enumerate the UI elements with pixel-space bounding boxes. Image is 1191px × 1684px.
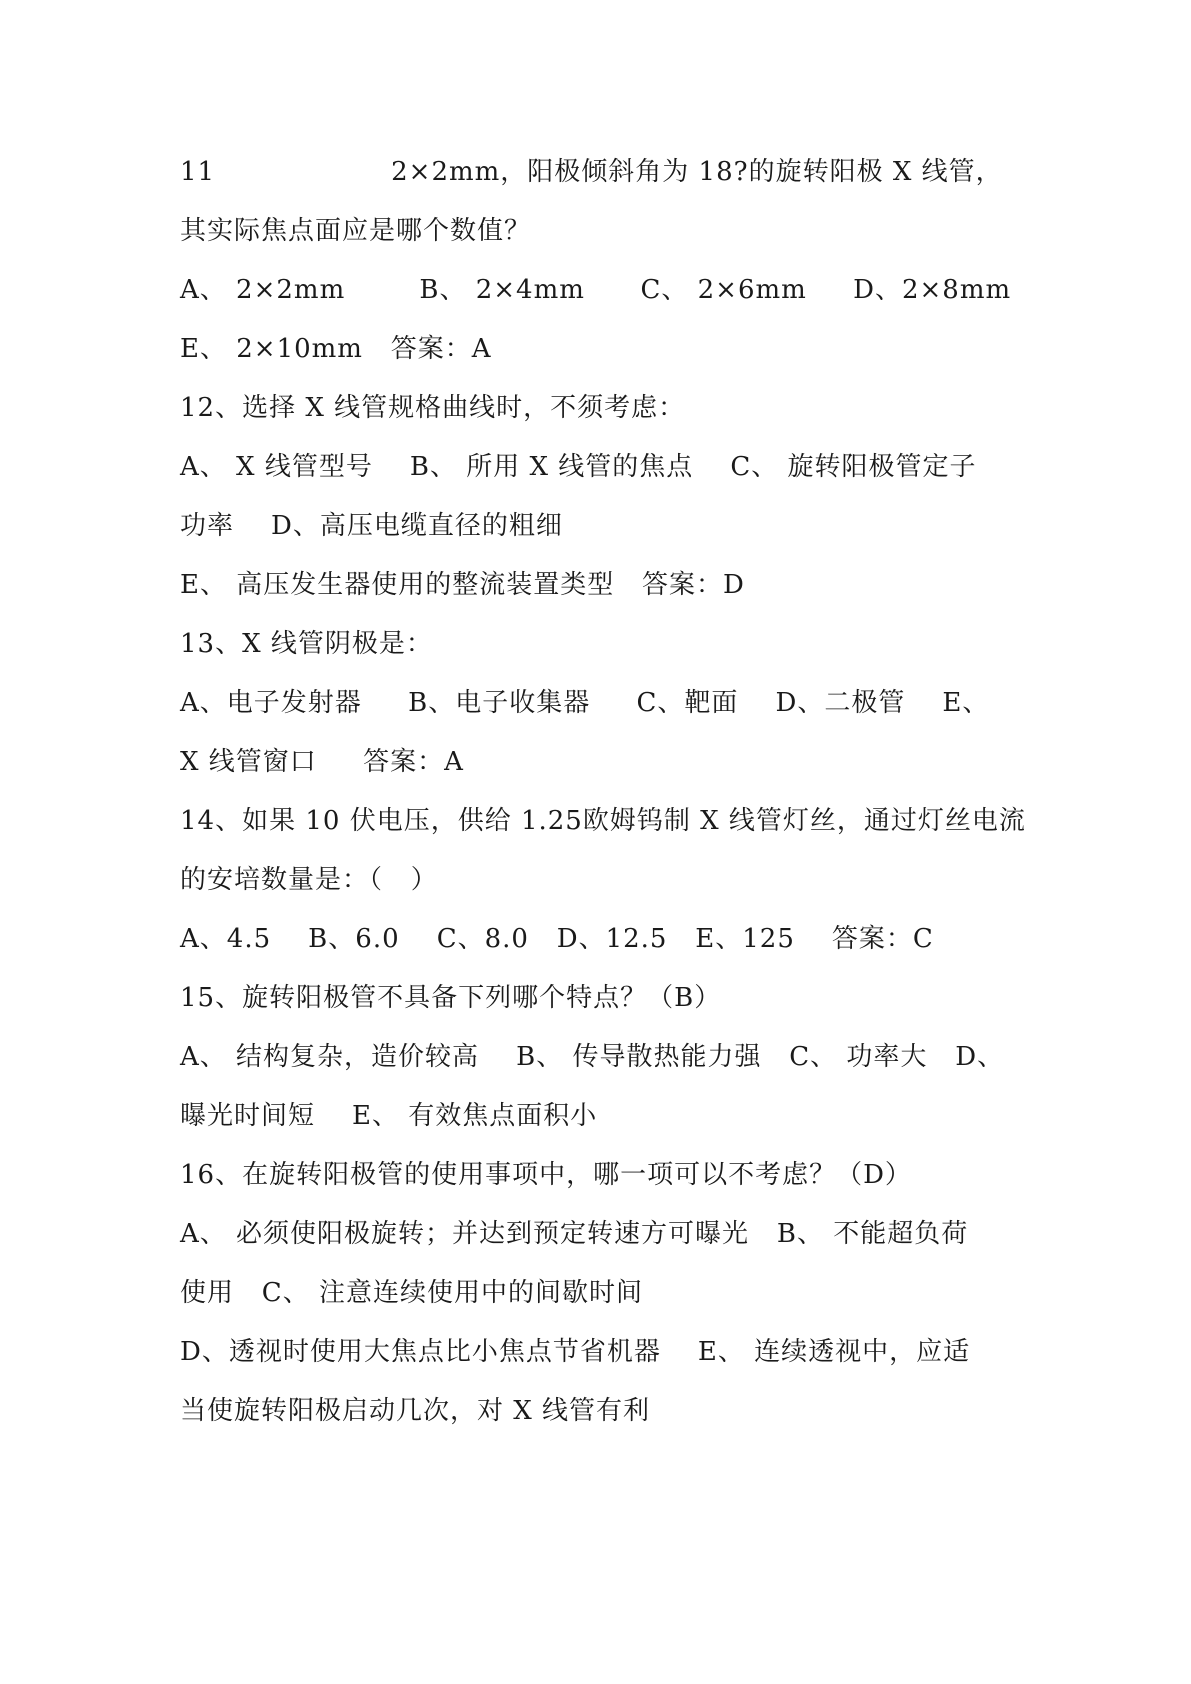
text-line: A、 结构复杂，造价较高 B、 传导散热能力强 C、 功率大 D、: [180, 1042, 1005, 1072]
text-line: 15、旋转阳极管不具备下列哪个特点？（B）: [180, 983, 722, 1013]
text-line: 16、在旋转阳极管的使用事项中，哪一项可以不考虑？（D）: [180, 1160, 912, 1190]
text-line: E、 2×10mm 答案：A: [180, 334, 492, 364]
text-line: 11 2×2mm，阳极倾斜角为 18?的旋转阳极 X 线管，: [180, 157, 1003, 187]
text-line: 曝光时间短 E、 有效焦点面积小: [180, 1101, 598, 1131]
text-line: A、 X 线管型号 B、 所用 X 线管的焦点 C、 旋转阳极管定子: [180, 452, 977, 482]
text-line: X 线管窗口 答案：A: [180, 747, 464, 777]
text-line: 功率 D、高压电缆直径的粗细: [180, 511, 563, 541]
text-line: A、 必须使阳极旋转；并达到预定转速方可曝光 B、 不能超负荷: [180, 1219, 969, 1249]
text-line: 其实际焦点面应是哪个数值？: [180, 216, 532, 246]
text-line: 14、如果 10 伏电压，供给 1.25欧姆钨制 X 线管灯丝，通过灯丝电流: [180, 806, 1026, 836]
text-line: A、 2×2mm B、 2×4mm C、 2×6mm D、2×8mm: [180, 275, 1012, 305]
text-line: A、电子发射器 B、电子收集器 C、靶面 D、二极管 E、: [180, 688, 990, 718]
text-line: 使用 C、 注意连续使用中的间歇时间: [180, 1278, 643, 1308]
text-line: 12、选择 X 线管规格曲线时，不须考虑：: [180, 393, 686, 423]
text-line: D、透视时使用大焦点比小焦点节省机器 E、 连续透视中，应适: [180, 1337, 971, 1367]
text-line: 13、X 线管阴极是：: [180, 629, 433, 659]
text-line: E、 高压发生器使用的整流装置类型 答案：D: [180, 570, 745, 600]
text-line: A、4.5 B、6.0 C、8.0 D、12.5 E、125 答案：C: [180, 924, 934, 954]
text-line: 当使旋转阳极启动几次，对 X 线管有利: [180, 1396, 651, 1426]
text-line: 的安培数量是：（ ）: [180, 865, 438, 895]
